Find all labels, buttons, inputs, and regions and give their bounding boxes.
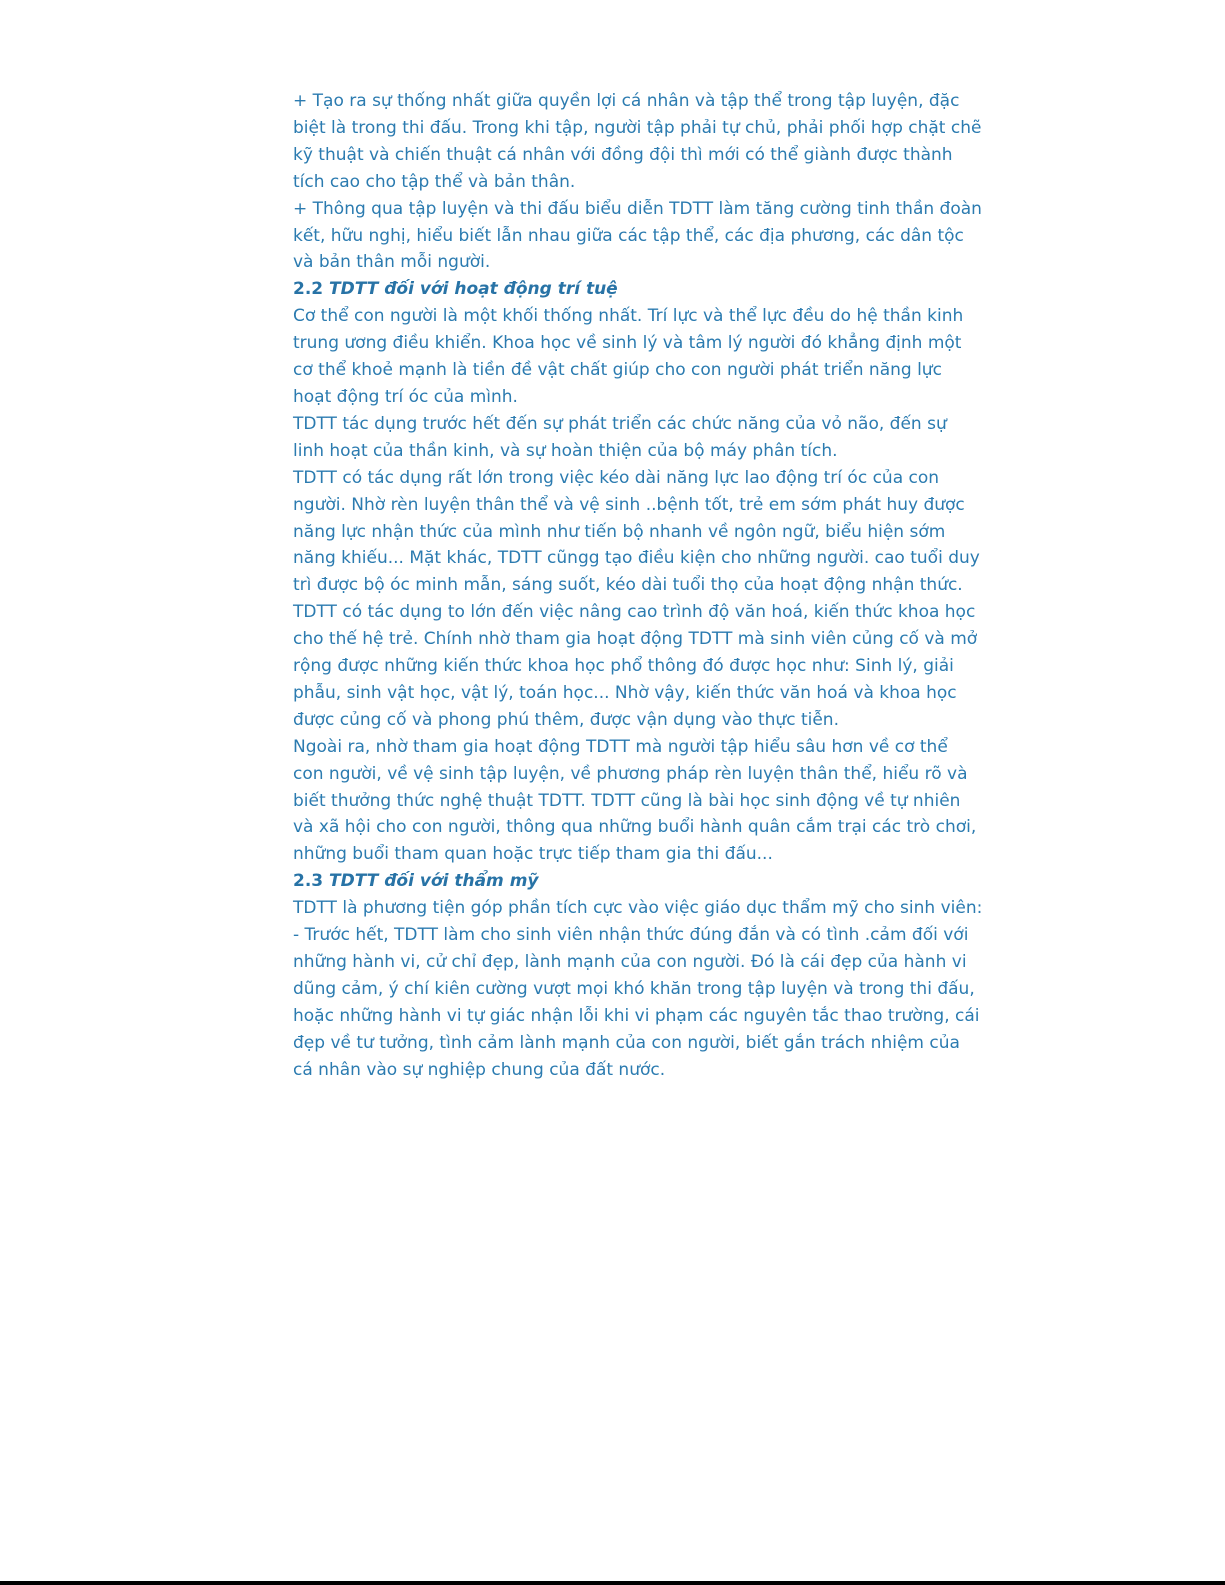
page-bottom-rule — [0, 1581, 1225, 1585]
paragraph-aesthetics-intro: TDTT là phương tiện góp phần tích cực vào việc giáo dục thẩm mỹ cho sinh viên: — [293, 898, 983, 919]
paragraph-solidarity: + Thông qua tập luyện và thi đấu biểu diễn TDTT làm tăng cường tinh thần đoàn kết, hữu nghị, hiểu biết lẫn nhau giữa các tập thể, các địa phương, các dân tộc và bản thân mỗi người. — [293, 198, 982, 273]
section-number: 2.3 — [293, 871, 324, 892]
paragraph-understanding: Ngoài ra, nhờ tham gia hoạt động TDTT mà người tập hiểu sâu hơn về cơ thể con người, về vệ sinh tập luyện, về phương pháp rèn luyện thân thể, hiểu rõ và biết thưởng thức nghệ thuật TDTT. TDTT cũng là bài học sinh động về tự nhiên và xã hội cho con người, thông qua những buổi hành quân cắm trại các trò chơi, những buổi tham quan hoặc trực tiếp tham gia thi đấu... — [293, 736, 977, 865]
paragraph-unity: + Tạo ra sự thống nhất giữa quyền lợi cá nhân và tập thể trong tập luyện, đặc biệt là trong thi đấu. Trong khi tập, người tập phải tự chủ, phải phối hợp chặt chẽ kỹ thuật và chiến thuật cá nhân với đồng đội thì mới có thể giành được thành tích cao cho tập thể và bản thân. — [293, 91, 982, 192]
section-number: 2.2 — [293, 279, 324, 300]
section-title: TDTT đối với hoạt động trí tuệ — [329, 279, 618, 300]
paragraph-education: TDTT có tác dụng to lớn đến việc nâng cao trình độ văn hoá, kiến thức khoa học cho thế hệ trẻ. Chính nhờ tham gia hoạt động TDTT mà sinh viên củng cố và mở rộng được những kiến thức khoa học phổ thông đó được học như: Sinh lý, giải phẫu, sinh vật học, vật lý, toán học... Nhờ vậy, kiến thức văn hoá và khoa học được củng cố và phong phú thêm, được vận dụng vào thực tiễn. — [293, 602, 978, 730]
paragraph-brain-function: TDTT tác dụng trước hết đến sự phát triển các chức năng của vỏ não, đến sự linh hoạt của thần kinh, và sự hoàn thiện của bộ máy phân tích. — [293, 413, 947, 461]
paragraph-mental-capacity: TDTT có tác dụng rất lớn trong việc kéo dài năng lực lao động trí óc của con người. Nhờ rèn luyện thân thể và vệ sinh ..bệnh tốt, trẻ em sớm phát huy được năng lực nhận thức của mình như tiến bộ nhanh về ngôn ngữ, biểu hiện sớm năng khiếu... Mặt khác, TDTT cũngg tạo điều kiện cho những người. cao tuổi duy trì được bộ óc minh mẫn, sáng suốt, kéo dài tuổi thọ của hoạt động nhận thức. — [293, 467, 980, 596]
section-heading-2-3 — [293, 868, 983, 895]
paragraph-body-mind: Cơ thể con người là một khối thống nhất. Trí lực và thể lực đều do hệ thần kinh trung ương điều khiển. Khoa học về sinh lý và tâm lý người đó khẳng định một cơ thể khoẻ mạnh là tiền đề vật chất giúp cho con người phát triển năng lực hoạt động trí óc của mình. — [293, 306, 964, 407]
document-body — [293, 88, 983, 1084]
paragraph-aesthetics-detail: - Trước hết, TDTT làm cho sinh viên nhận thức đúng đắn và có tình .cảm đối với những hành vi, cử chỉ đẹp, lành mạnh của con người. Đó là cái đẹp của hành vi dũng cảm, ý chí kiên cường vượt mọi khó khăn trong tập luyện và trong thi đấu, hoặc những hành vi tự giác nhận lỗi khi vi phạm các nguyên tắc thao trường, cái đẹp về tư tưởng, tình cảm lành mạnh của con người, biết gắn trách nhiệm của cá nhân vào sự nghiệp chung của đất nước. — [293, 925, 980, 1080]
section-title: TDTT đối với thẩm mỹ — [329, 871, 539, 892]
section-heading-2-2 — [293, 276, 983, 303]
